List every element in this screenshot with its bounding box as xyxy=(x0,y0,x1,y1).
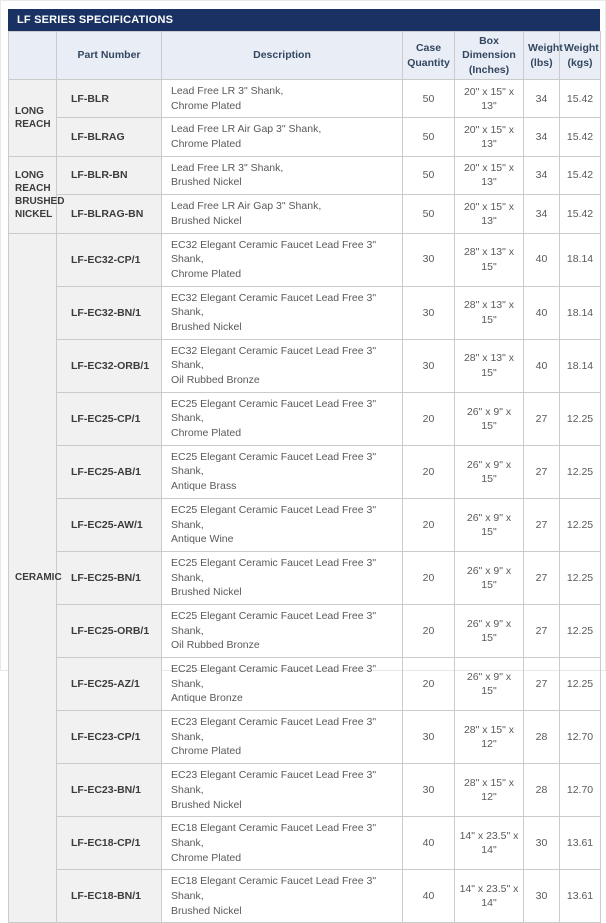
column-header-part-number: Part Number xyxy=(57,32,162,80)
description-cell xyxy=(162,195,403,233)
case-quantity-cell: 20 xyxy=(403,658,455,711)
weight-lbs-cell: 40 xyxy=(524,233,560,286)
weight-lbs-cell: 27 xyxy=(524,392,560,445)
box-dimension-cell: 26" x 9" x 15" xyxy=(455,658,524,711)
table-row xyxy=(9,711,601,764)
box-dimension-cell: 26" x 9" x 15" xyxy=(455,551,524,604)
column-header-box-dimension: Box Dimension (Inches) xyxy=(455,32,524,80)
description-line2: Brushed Nickel xyxy=(171,320,242,333)
description-line1: Lead Free LR 3" Shank, xyxy=(171,161,284,174)
description-cell xyxy=(162,392,403,445)
description-line1: Lead Free LR Air Gap 3" Shank, xyxy=(171,200,322,213)
weight-lbs-cell: 30 xyxy=(524,817,560,870)
table-row xyxy=(9,604,601,657)
page-title: LF SERIES SPECIFICATIONS xyxy=(17,14,174,26)
weight-lbs-cell: 34 xyxy=(524,118,560,156)
weight-kgs-cell: 13.61 xyxy=(560,817,601,870)
part-number-cell: LF-EC32-ORB/1 xyxy=(57,339,162,392)
case-quantity-cell: 30 xyxy=(403,764,455,817)
weight-lbs-cell: 40 xyxy=(524,339,560,392)
description-cell xyxy=(162,118,403,156)
case-quantity-cell: 50 xyxy=(403,118,455,156)
description-cell xyxy=(162,498,403,551)
box-dimension-cell: 26" x 9" x 15" xyxy=(455,445,524,498)
part-number-cell: LF-EC25-BN/1 xyxy=(57,551,162,604)
description-cell xyxy=(162,817,403,870)
part-number-cell: LF-EC32-BN/1 xyxy=(57,286,162,339)
box-dimension-cell: 28" x 15" x 12" xyxy=(455,764,524,817)
description-line2: Brushed Nickel xyxy=(171,798,242,811)
case-quantity-cell: 30 xyxy=(403,711,455,764)
table-row xyxy=(9,445,601,498)
weight-lbs-cell: 40 xyxy=(524,286,560,339)
description-line1: EC18 Elegant Ceramic Faucet Lead Free 3" Shank, xyxy=(171,822,377,849)
part-number-cell: LF-BLR xyxy=(57,80,162,118)
weight-kgs-cell: 15.42 xyxy=(560,118,601,156)
spec-sheet xyxy=(8,9,600,923)
part-number-cell: LF-EC18-CP/1 xyxy=(57,817,162,870)
box-dimension-cell: 20" x 15" x 13" xyxy=(455,156,524,194)
description-line1: EC32 Elegant Ceramic Faucet Lead Free 3" Shank, xyxy=(171,291,377,319)
description-line2: Antique Wine xyxy=(171,533,234,546)
part-number-cell: LF-EC23-BN/1 xyxy=(57,764,162,817)
case-quantity-cell: 20 xyxy=(403,445,455,498)
box-dimension-cell: 28" x 13" x 15" xyxy=(455,339,524,392)
case-quantity-cell: 40 xyxy=(403,817,455,870)
weight-lbs-cell: 27 xyxy=(524,658,560,711)
weight-lbs-cell: 27 xyxy=(524,498,560,551)
weight-kgs-cell: 12.70 xyxy=(560,711,601,764)
table-row xyxy=(9,156,601,194)
description-cell xyxy=(162,870,403,923)
table-row xyxy=(9,80,601,118)
box-dimension-cell: 28" x 13" x 15" xyxy=(455,233,524,286)
description-line1: Lead Free LR 3" Shank, xyxy=(171,85,284,97)
title-bar xyxy=(8,9,600,31)
description-cell xyxy=(162,339,403,392)
box-dimension-cell: 20" x 15" x 13" xyxy=(455,80,524,118)
description-line2: Brushed Nickel xyxy=(171,586,242,599)
weight-kgs-cell: 12.25 xyxy=(560,551,601,604)
case-quantity-cell: 30 xyxy=(403,233,455,286)
description-cell xyxy=(162,286,403,339)
description-cell xyxy=(162,80,403,118)
part-number-cell: LF-BLR-BN xyxy=(57,156,162,194)
case-quantity-cell: 20 xyxy=(403,551,455,604)
description-line2: Chrome Plated xyxy=(171,851,242,864)
case-quantity-cell: 50 xyxy=(403,156,455,194)
description-line1: EC25 Elegant Ceramic Faucet Lead Free 3" Shank, xyxy=(171,556,377,584)
part-number-cell: LF-EC23-CP/1 xyxy=(57,711,162,764)
description-line1: EC25 Elegant Ceramic Faucet Lead Free 3" Shank, xyxy=(171,503,377,531)
description-line2: Oil Rubbed Bronze xyxy=(171,639,260,652)
table-row xyxy=(9,658,601,711)
weight-lbs-cell: 34 xyxy=(524,80,560,118)
weight-kgs-cell: 15.42 xyxy=(560,195,601,233)
description-line1: EC32 Elegant Ceramic Faucet Lead Free 3" Shank, xyxy=(171,238,377,266)
case-quantity-cell: 30 xyxy=(403,286,455,339)
description-cell xyxy=(162,711,403,764)
box-dimension-cell: 28" x 13" x 15" xyxy=(455,286,524,339)
group-label-ceramic: CERAMIC xyxy=(9,233,57,923)
description-line2: Brushed Nickel xyxy=(171,214,242,227)
description-line1: EC23 Elegant Ceramic Faucet Lead Free 3" Shank, xyxy=(171,716,377,743)
description-line2: Antique Bronze xyxy=(171,692,243,705)
part-number-cell: LF-EC32-CP/1 xyxy=(57,233,162,286)
column-header-description: Description xyxy=(162,32,403,80)
description-line2: Brushed Nickel xyxy=(171,176,242,189)
table-row xyxy=(9,233,601,286)
weight-kgs-cell: 12.25 xyxy=(560,445,601,498)
table-row xyxy=(9,286,601,339)
box-dimension-cell: 26" x 9" x 15" xyxy=(455,392,524,445)
table-row xyxy=(9,764,601,817)
weight-kgs-cell: 12.25 xyxy=(560,658,601,711)
case-quantity-cell: 40 xyxy=(403,870,455,923)
table-header-row xyxy=(9,32,601,80)
weight-kgs-cell: 12.25 xyxy=(560,604,601,657)
weight-kgs-cell: 15.42 xyxy=(560,156,601,194)
description-cell xyxy=(162,658,403,711)
weight-lbs-cell: 27 xyxy=(524,445,560,498)
part-number-cell: LF-EC18-BN/1 xyxy=(57,870,162,923)
box-dimension-cell: 14" x 23.5" x 14" xyxy=(455,817,524,870)
description-line2: Brushed Nickel xyxy=(171,904,242,917)
description-cell xyxy=(162,233,403,286)
weight-kgs-cell: 18.14 xyxy=(560,339,601,392)
description-line2: Antique Brass xyxy=(171,480,237,493)
weight-kgs-cell: 18.14 xyxy=(560,233,601,286)
table-row xyxy=(9,339,601,392)
description-line1: EC25 Elegant Ceramic Faucet Lead Free 3" Shank, xyxy=(171,397,377,425)
description-line1: EC25 Elegant Ceramic Faucet Lead Free 3" Shank, xyxy=(171,609,377,637)
box-dimension-cell: 20" x 15" x 13" xyxy=(455,118,524,156)
table-row xyxy=(9,392,601,445)
description-line2: Oil Rubbed Bronze xyxy=(171,374,260,386)
weight-lbs-cell: 34 xyxy=(524,195,560,233)
column-header-weight-kgs: Weight (kgs) xyxy=(560,32,601,80)
weight-kgs-cell: 13.61 xyxy=(560,870,601,923)
weight-lbs-cell: 27 xyxy=(524,551,560,604)
weight-kgs-cell: 18.14 xyxy=(560,286,601,339)
table-row xyxy=(9,498,601,551)
part-number-cell: LF-EC25-AW/1 xyxy=(57,498,162,551)
description-cell xyxy=(162,445,403,498)
column-header-case-quantity: Case Quantity xyxy=(403,32,455,80)
case-quantity-cell: 20 xyxy=(403,604,455,657)
description-line2: Chrome Plated xyxy=(171,745,242,758)
table-row xyxy=(9,551,601,604)
specifications-table xyxy=(8,31,601,923)
description-line1: EC18 Elegant Ceramic Faucet Lead Free 3" Shank, xyxy=(171,875,377,902)
group-label-long-reach-brushed-nickel: LONG REACH BRUSHED NICKEL xyxy=(9,156,57,233)
case-quantity-cell: 20 xyxy=(403,392,455,445)
weight-lbs-cell: 28 xyxy=(524,711,560,764)
table-row xyxy=(9,817,601,870)
column-header-weight-lbs: Weight (lbs) xyxy=(524,32,560,80)
box-dimension-cell: 14" x 23.5" x 14" xyxy=(455,870,524,923)
box-dimension-cell: 26" x 9" x 15" xyxy=(455,604,524,657)
description-line1: EC23 Elegant Ceramic Faucet Lead Free 3" Shank, xyxy=(171,769,377,796)
case-quantity-cell: 20 xyxy=(403,498,455,551)
box-dimension-cell: 20" x 15" x 13" xyxy=(455,195,524,233)
description-cell xyxy=(162,604,403,657)
weight-kgs-cell: 15.42 xyxy=(560,80,601,118)
description-line2: Chrome Plated xyxy=(171,138,242,151)
case-quantity-cell: 30 xyxy=(403,339,455,392)
weight-lbs-cell: 27 xyxy=(524,604,560,657)
table-row xyxy=(9,870,601,923)
weight-kgs-cell: 12.25 xyxy=(560,498,601,551)
group-label-long-reach: LONG REACH xyxy=(9,80,57,157)
table-row xyxy=(9,195,601,233)
box-dimension-cell: 26" x 9" x 15" xyxy=(455,498,524,551)
weight-kgs-cell: 12.25 xyxy=(560,392,601,445)
box-dimension-cell: 28" x 15" x 12" xyxy=(455,711,524,764)
description-line2: Chrome Plated xyxy=(171,267,242,280)
weight-lbs-cell: 34 xyxy=(524,156,560,194)
table-row xyxy=(9,118,601,156)
description-cell xyxy=(162,156,403,194)
part-number-cell: LF-EC25-CP/1 xyxy=(57,392,162,445)
description-cell xyxy=(162,764,403,817)
case-quantity-cell: 50 xyxy=(403,80,455,118)
description-line1: EC32 Elegant Ceramic Faucet Lead Free 3" Shank, xyxy=(171,344,377,372)
weight-lbs-cell: 28 xyxy=(524,764,560,817)
description-line2: Chrome Plated xyxy=(171,427,242,440)
description-cell xyxy=(162,551,403,604)
description-line1: EC25 Elegant Ceramic Faucet Lead Free 3" Shank, xyxy=(171,450,377,478)
part-number-cell: LF-EC25-ORB/1 xyxy=(57,604,162,657)
part-number-cell: LF-EC25-AB/1 xyxy=(57,445,162,498)
case-quantity-cell: 50 xyxy=(403,195,455,233)
part-number-cell: LF-BLRAG-BN xyxy=(57,195,162,233)
part-number-cell: LF-BLRAG xyxy=(57,118,162,156)
part-number-cell: LF-EC25-AZ/1 xyxy=(57,658,162,711)
weight-lbs-cell: 30 xyxy=(524,870,560,923)
description-line1: Lead Free LR Air Gap 3" Shank, xyxy=(171,123,322,136)
description-line2: Chrome Plated xyxy=(171,99,242,112)
weight-kgs-cell: 12.70 xyxy=(560,764,601,817)
description-line1: EC25 Elegant Ceramic Faucet Lead Free 3" Shank, xyxy=(171,663,377,690)
column-header-group xyxy=(9,32,57,80)
